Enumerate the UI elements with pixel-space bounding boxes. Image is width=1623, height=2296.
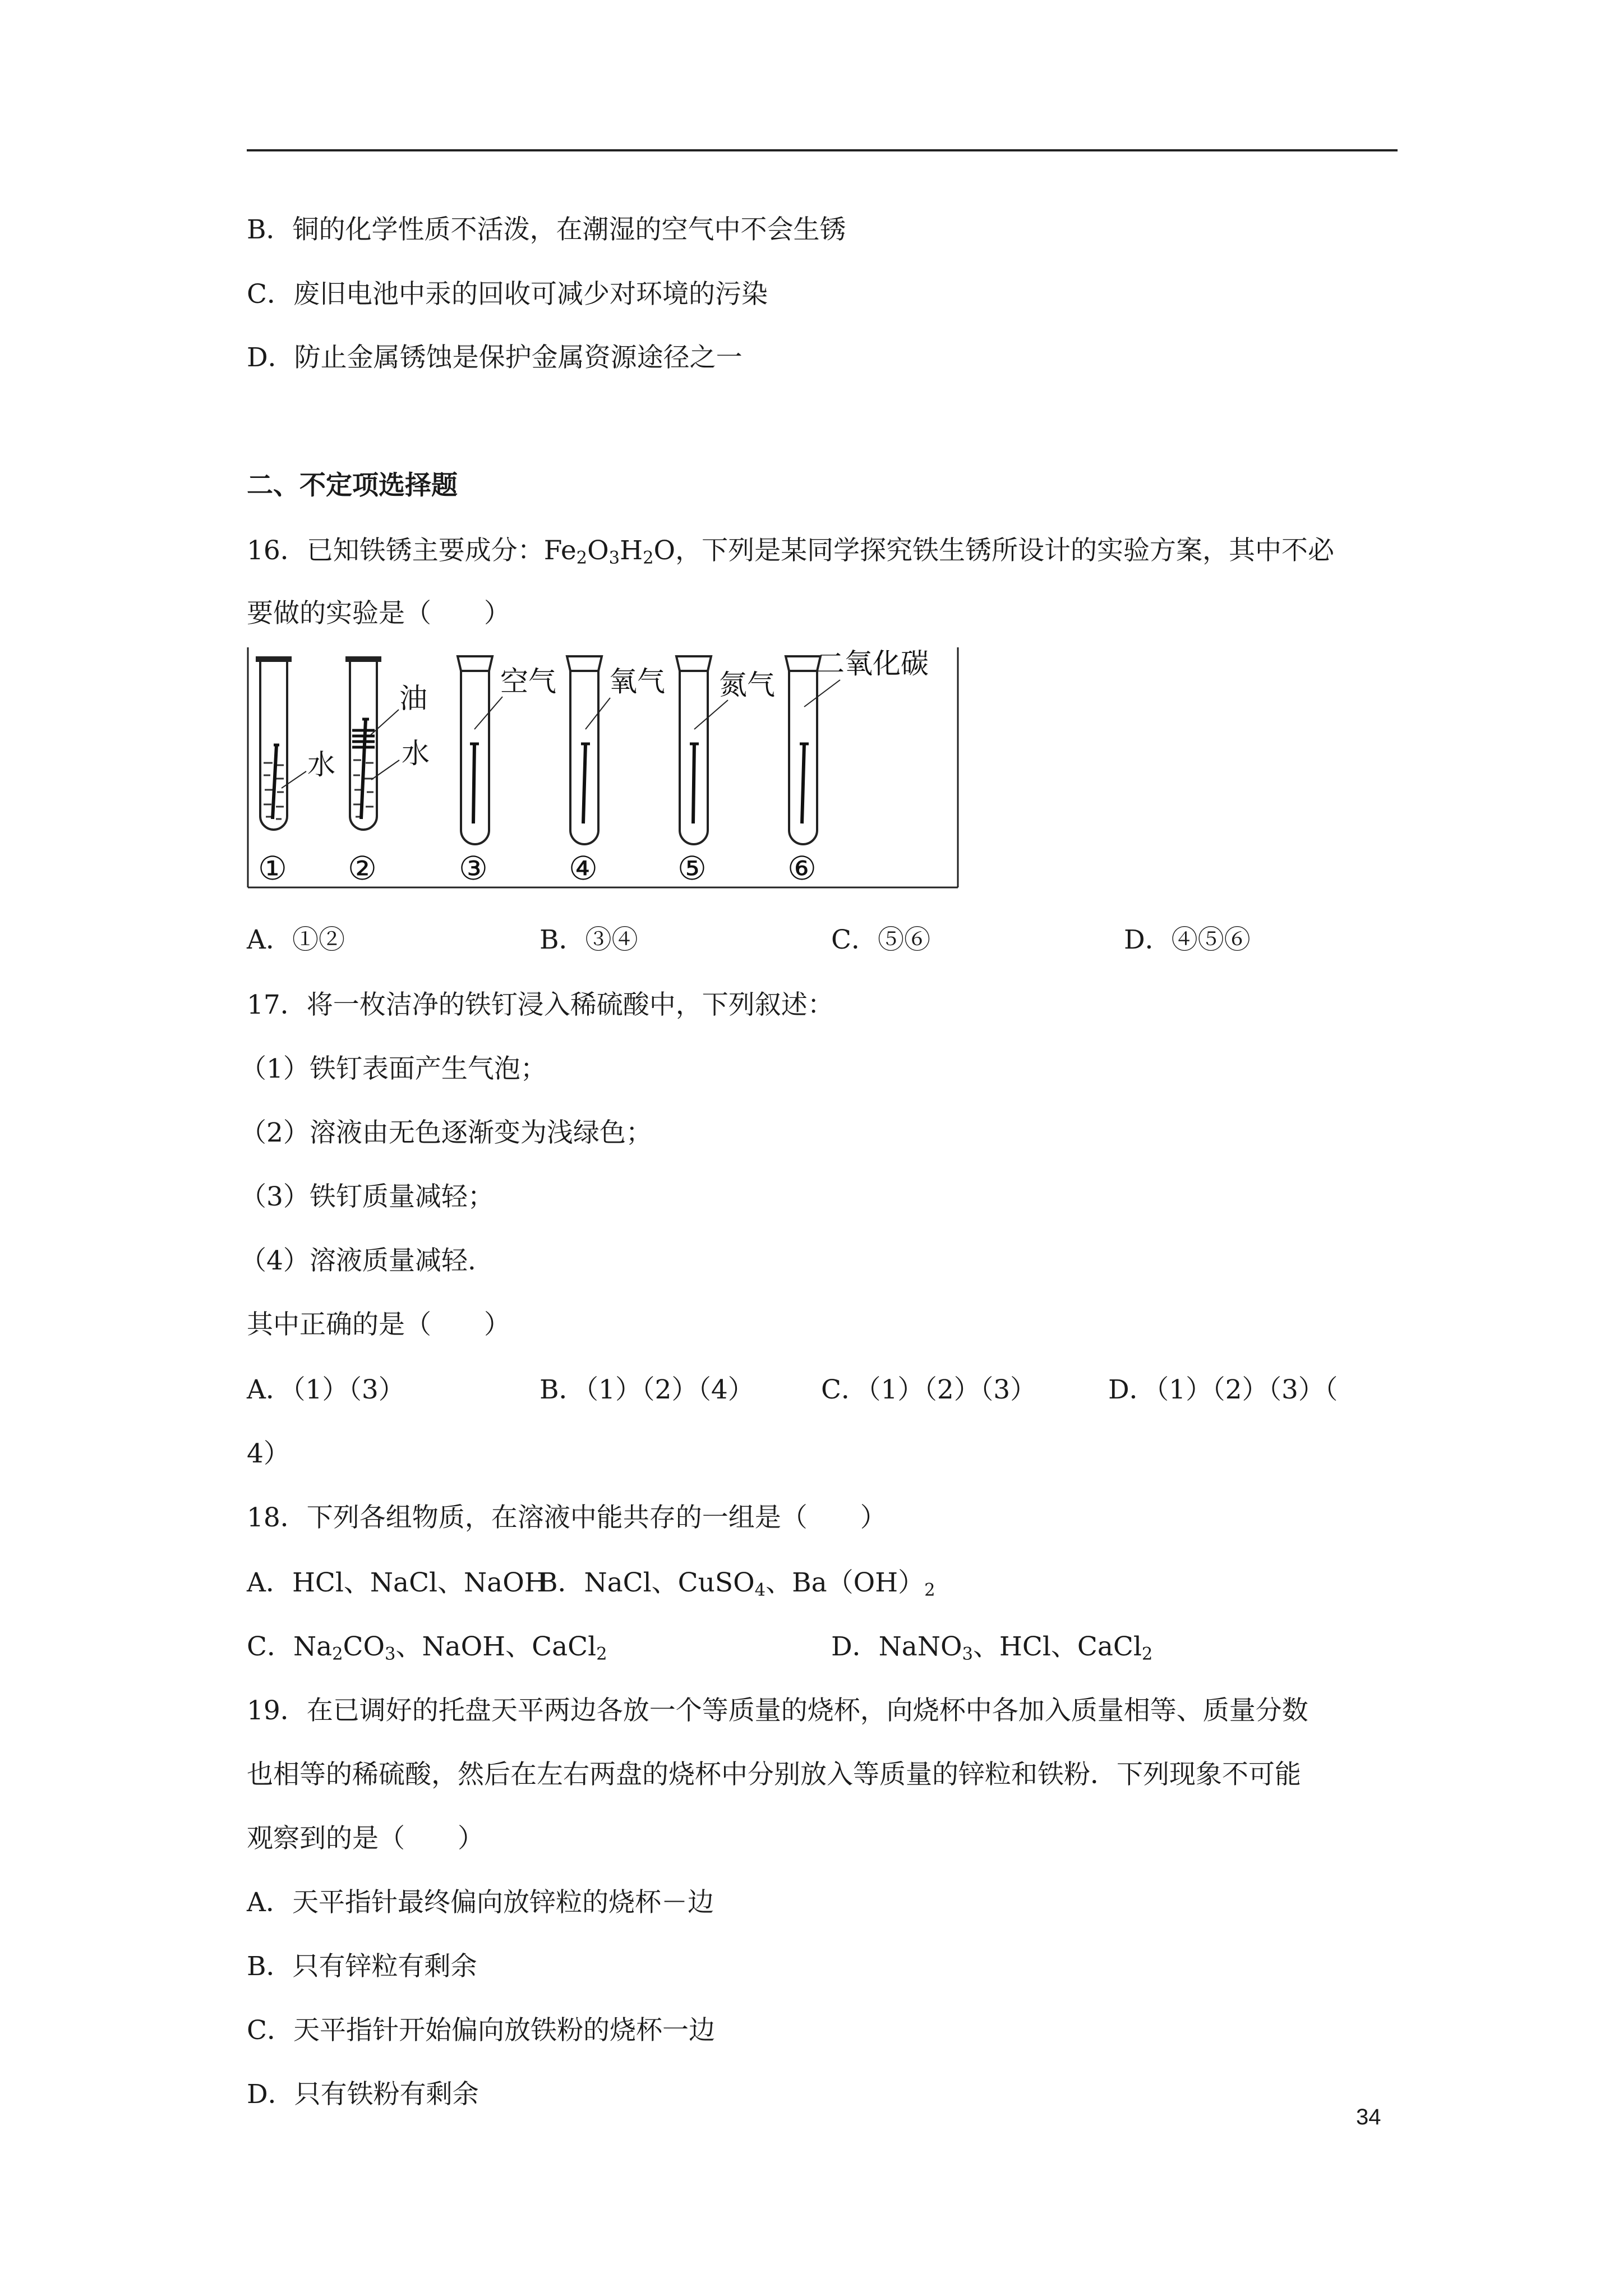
label-water-2: 水 xyxy=(402,737,430,770)
tube-number-6: ⑥ xyxy=(787,849,817,887)
tube-number-1: ① xyxy=(258,849,287,887)
tube-number-2: ② xyxy=(348,849,377,887)
tube-6 xyxy=(786,647,929,844)
label-co2: 二氧化碳 xyxy=(817,647,929,680)
q17-option-a: A．（1）（3） xyxy=(247,1374,405,1405)
q17-item-2: （2）溶液由无色逐渐变为浅绿色； xyxy=(240,1117,652,1148)
q18-option-d: D．NaNO$_3$、HCl、CaCl$_2$ xyxy=(831,1631,1153,1664)
q19-option-b: B．只有锌粒有剩余 xyxy=(247,1951,477,1982)
q16-stem-line2: 要做的实验是（ ） xyxy=(247,598,510,629)
q19-option-d: D．只有铁粉有剩余 xyxy=(247,2079,479,2110)
q18-option-b: B．NaCl、CuSO$_4$、$Ba(OH)_2$ xyxy=(538,1567,935,1600)
q17-option-c: C．（1）（2）（3） xyxy=(821,1374,1037,1405)
label-air: 空气 xyxy=(500,665,556,698)
tube-number-5: ⑤ xyxy=(677,849,707,887)
q19-stem-line1: 19．在已调好的托盘天平两边各放一个等质量的烧杯，向烧杯中各加入质量相等、质量分数 xyxy=(247,1695,1308,1726)
q19-option-a: A．天平指针最终偏向放锌粒的烧杯－边 xyxy=(247,1887,714,1918)
q17-ask: 其中正确的是（ ） xyxy=(247,1309,510,1340)
label-nitrogen: 氮气 xyxy=(719,669,775,701)
q16-stem-line1: 16．已知铁锈主要成分：$Fe_2O_3H_2O$，下列是某同学探究铁生锈所设计的实验方案，其中不必 xyxy=(247,535,1335,568)
page-number: 34 xyxy=(1356,2105,1381,2129)
tube-4 xyxy=(567,656,665,844)
q15-option-d: D．防止金属锈蚀是保护金属资源途径之一 xyxy=(247,342,743,373)
q16-option-c: C．⑤⑥ xyxy=(831,924,930,955)
q16-option-d: D．④⑤⑥ xyxy=(1124,924,1251,955)
tube-2 xyxy=(345,656,430,830)
label-oil: 油 xyxy=(399,682,427,715)
q15-option-b: B．铜的化学性质不活泼，在潮湿的空气中不会生锈 xyxy=(247,214,846,245)
tube-5 xyxy=(676,656,775,844)
q17-stem: 17．将一枚洁净的铁钉浸入稀硫酸中，下列叙述： xyxy=(247,990,834,1020)
label-water-1: 水 xyxy=(307,748,335,781)
tube-number-3: ③ xyxy=(459,849,488,887)
q16-option-b: B．③④ xyxy=(540,924,638,955)
q15-option-c: C．废旧电池中汞的回收可减少对环境的污染 xyxy=(247,279,768,310)
q17-item-1: （1）铁钉表面产生气泡； xyxy=(240,1053,547,1084)
q19-stem-line3: 观察到的是（ ） xyxy=(247,1823,484,1854)
tube-1 xyxy=(256,656,335,830)
tube-3 xyxy=(458,656,556,844)
label-oxygen: 氧气 xyxy=(609,665,665,698)
q18-option-a: A．HCl、NaCl、NaOH xyxy=(247,1567,547,1598)
header-rule xyxy=(247,149,1398,151)
q19-stem-line2: 也相等的稀硫酸，然后在左右两盘的烧杯中分别放入等质量的锌粒和铁粉．下列现象不可能 xyxy=(247,1759,1301,1790)
tube-number-4: ④ xyxy=(569,849,598,887)
q17-item-4: （4）溶液质量减轻. xyxy=(240,1245,476,1276)
q16-option-a: A．①② xyxy=(247,924,345,955)
q17-option-b: B．（1）（2）（4） xyxy=(540,1374,754,1405)
section-title: 二、不定项选择题 xyxy=(247,470,458,501)
test-tube-figure xyxy=(245,645,962,893)
q18-stem: 18．下列各组物质，在溶液中能共存的一组是（ ） xyxy=(247,1502,887,1533)
q19-option-c: C．天平指针开始偏向放铁粉的烧杯一边 xyxy=(247,2015,715,2046)
q17-option-d: D．（1）（2）（3）（ xyxy=(1108,1374,1338,1405)
q17-item-3: （3）铁钉质量减轻； xyxy=(240,1181,494,1212)
q17-option-d-wrap: 4） xyxy=(247,1438,290,1469)
q18-option-c: C．$Na_2CO_3$、NaOH、CaCl$_2$ xyxy=(247,1631,607,1664)
